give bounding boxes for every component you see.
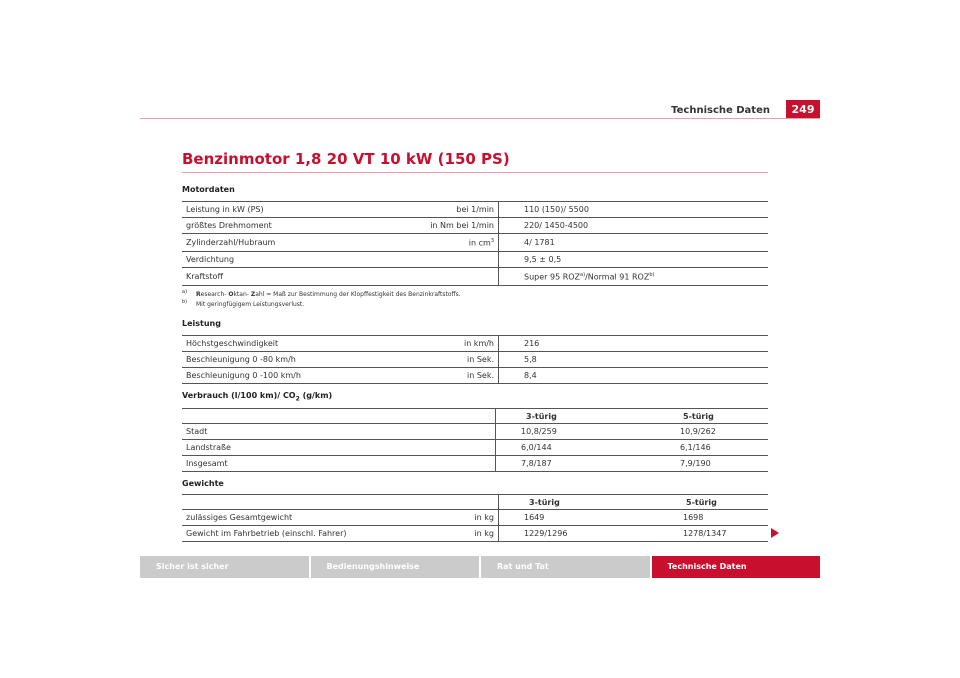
header-empty xyxy=(182,409,496,424)
row-value: 220/ 1450-4500 xyxy=(499,218,769,234)
row-label: Zylinderzahl/Hubraum xyxy=(182,234,410,252)
table-row xyxy=(182,218,768,234)
tab-technische-daten[interactable]: Technische Daten xyxy=(652,556,821,578)
tab-bedienungshinweise[interactable]: Bedienungshinweise xyxy=(311,556,480,578)
tab-rat-und-tat[interactable]: Rat und Tat xyxy=(481,556,650,578)
row-label: Höchstgeschwindigkeit xyxy=(182,336,410,352)
footer-nav xyxy=(140,556,820,578)
row-label: Beschleunigung 0 -80 km/h xyxy=(182,352,410,368)
row-value-5-door: 1278/1347 xyxy=(671,526,768,542)
table-row xyxy=(182,510,768,526)
row-unit: in kg xyxy=(410,526,499,542)
page-title: Benzinmotor 1,8 20 VT 10 kW (150 PS) xyxy=(182,150,510,168)
footnote-text: esearch- xyxy=(200,291,229,298)
table-row xyxy=(182,268,768,286)
footnote-letter: Z xyxy=(250,291,256,298)
heading-subscript: 2 xyxy=(295,395,300,403)
column-header-5-door: 5-türig xyxy=(668,409,768,424)
heading-gewichte: Gewichte xyxy=(182,479,224,488)
heading-leistung: Leistung xyxy=(182,319,221,328)
unit-text: in cm xyxy=(468,238,491,248)
footnote-text: ahl = Maß zur Bestimmung der Klopffestigkeit des Benzinkraftstoffs. xyxy=(255,291,461,298)
table-row xyxy=(182,234,768,252)
row-value: 5,8 xyxy=(499,352,769,368)
table-row xyxy=(182,368,768,384)
fuel-normal: /Normal 91 ROZ xyxy=(585,272,650,282)
row-unit: in Sek. xyxy=(410,368,499,384)
footnote-a xyxy=(182,289,461,298)
table-motordaten xyxy=(182,201,768,286)
heading-motordaten: Motordaten xyxy=(182,185,235,194)
row-unit xyxy=(410,252,499,268)
header-empty xyxy=(182,495,410,510)
table-row xyxy=(182,352,768,368)
row-value-3-door: 1229/1296 xyxy=(499,526,672,542)
row-value: 110 (150)/ 5500 xyxy=(499,202,769,218)
row-label: Kraftstoff xyxy=(182,268,410,286)
row-unit: in Nm bei 1/min xyxy=(410,218,499,234)
table-row xyxy=(182,252,768,268)
title-divider xyxy=(182,172,768,173)
row-value-3-door: 7,8/187 xyxy=(496,456,669,472)
row-value xyxy=(499,268,769,286)
table-header-row xyxy=(182,409,768,424)
row-label: Beschleunigung 0 -100 km/h xyxy=(182,368,410,384)
column-header-3-door: 3-türig xyxy=(499,495,672,510)
row-unit xyxy=(410,234,499,252)
heading-text: Verbrauch (l/100 km)/ CO xyxy=(182,391,296,400)
column-header-3-door: 3-türig xyxy=(496,409,669,424)
row-value: 216 xyxy=(499,336,769,352)
footnote-letter: R xyxy=(196,291,201,298)
footnote-text: ktan- xyxy=(233,291,251,298)
table-verbrauch xyxy=(182,408,768,472)
row-unit: in Sek. xyxy=(410,352,499,368)
row-unit: in kg xyxy=(410,510,499,526)
row-value-5-door: 10,9/262 xyxy=(668,424,768,440)
table-leistung xyxy=(182,335,768,384)
table-header-row xyxy=(182,495,768,510)
table-row xyxy=(182,440,768,456)
footnote-ref-b: b) xyxy=(649,271,655,278)
row-label: Gewicht im Fahrbetrieb (einschl. Fahrer) xyxy=(182,526,410,542)
row-unit: in km/h xyxy=(410,336,499,352)
row-value-3-door: 6,0/144 xyxy=(496,440,669,456)
unit-superscript: 3 xyxy=(490,237,494,244)
table-gewichte xyxy=(182,494,768,542)
table-row xyxy=(182,456,768,472)
heading-verbrauch xyxy=(182,391,332,403)
footnote-letter: O xyxy=(228,291,234,298)
table-row xyxy=(182,424,768,440)
row-value: 8,4 xyxy=(499,368,769,384)
row-label: Stadt xyxy=(182,424,496,440)
row-label: Leistung in kW (PS) xyxy=(182,202,410,218)
table-row xyxy=(182,336,768,352)
row-label: Landstraße xyxy=(182,440,496,456)
row-unit: bei 1/min xyxy=(410,202,499,218)
row-value: 4/ 1781 xyxy=(499,234,769,252)
fuel-super: Super 95 ROZ xyxy=(524,272,581,282)
footnote-mark: b) xyxy=(182,299,188,305)
section-title: Technische Daten xyxy=(671,105,770,116)
row-label: zulässiges Gesamtgewicht xyxy=(182,510,410,526)
row-label: Verdichtung xyxy=(182,252,410,268)
row-label: größtes Drehmoment xyxy=(182,218,410,234)
tab-sicher-ist-sicher[interactable]: Sicher ist sicher xyxy=(140,556,309,578)
next-page-arrow-icon[interactable] xyxy=(771,528,779,538)
row-value-5-door: 1698 xyxy=(671,510,768,526)
row-value-3-door: 1649 xyxy=(499,510,672,526)
page-number: 249 xyxy=(786,100,820,118)
row-value-5-door: 7,9/190 xyxy=(668,456,768,472)
header-divider xyxy=(140,118,820,119)
table-row xyxy=(182,526,768,542)
column-header-5-door: 5-türig xyxy=(671,495,768,510)
header-empty xyxy=(410,495,499,510)
heading-text: (g/km) xyxy=(299,391,333,400)
footnote-mark: a) xyxy=(182,289,188,295)
footnote-b xyxy=(182,299,304,308)
row-value-5-door: 6,1/146 xyxy=(668,440,768,456)
footnote-text: Mit geringfügigem Leistungsverlust. xyxy=(196,301,305,308)
table-row xyxy=(182,202,768,218)
row-value: 9,5 ± 0,5 xyxy=(499,252,769,268)
row-label: Insgesamt xyxy=(182,456,496,472)
row-unit xyxy=(410,268,499,286)
footnote-ref-a: a) xyxy=(580,271,586,278)
row-value-3-door: 10,8/259 xyxy=(496,424,669,440)
